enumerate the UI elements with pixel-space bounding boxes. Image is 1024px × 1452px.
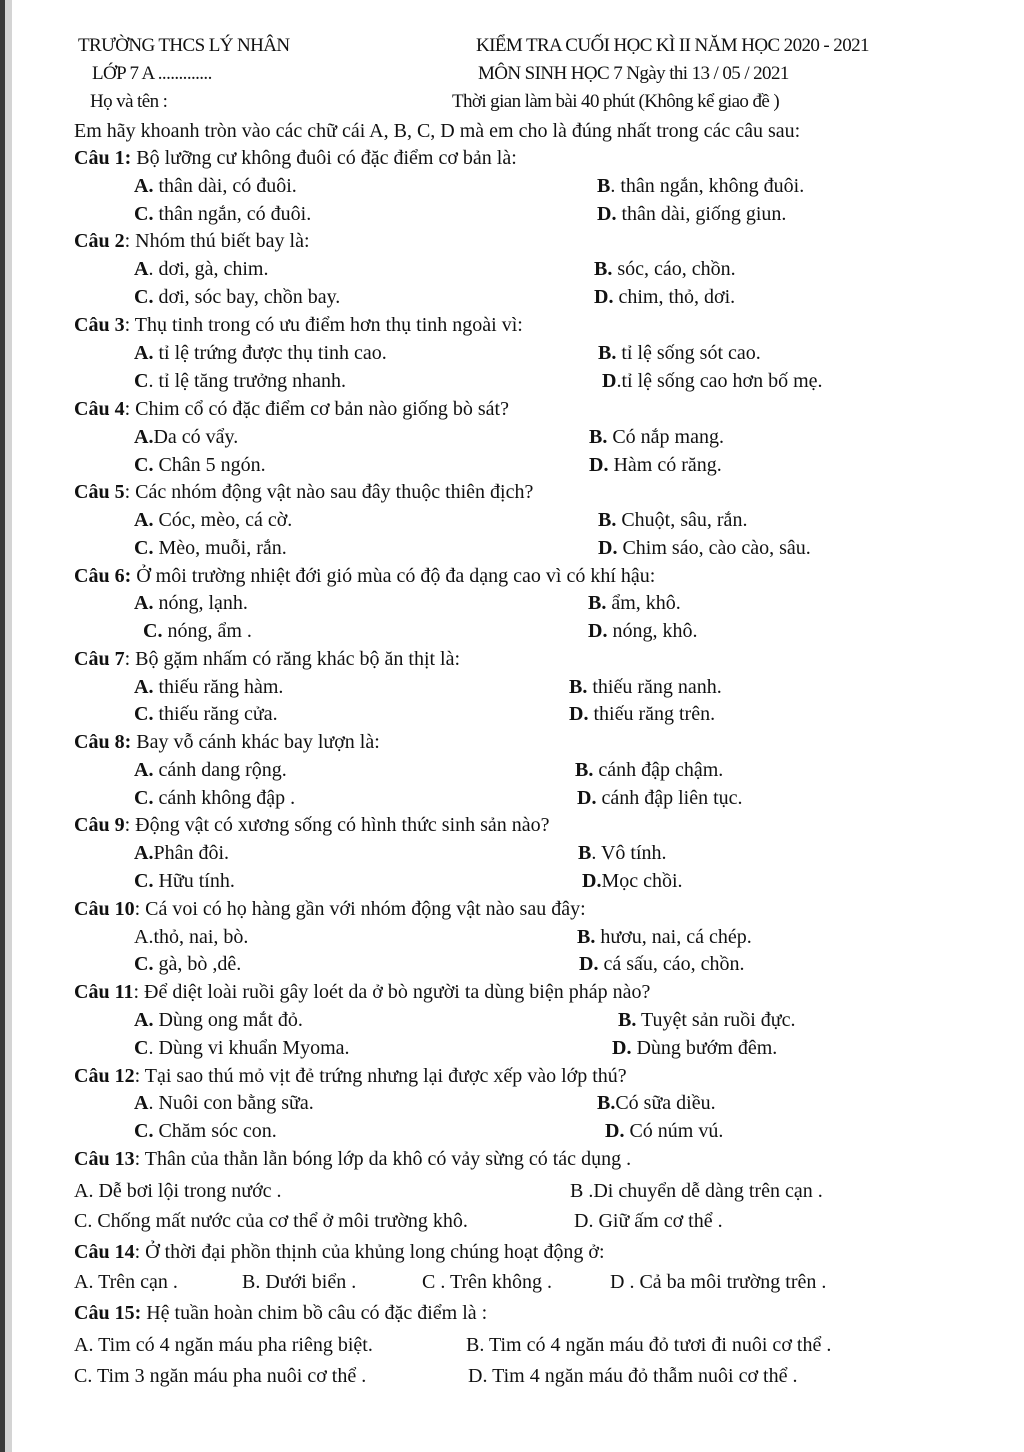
question-label: Câu 4: [74, 398, 125, 420]
question-label: Câu 11: [74, 981, 134, 1003]
question-text: Bộ lưỡng cư không đuôi có đặc điểm cơ bản là:: [131, 147, 517, 169]
option-text: Phân đôi.: [153, 842, 230, 864]
question-9: [74, 814, 550, 837]
question-text: : Cá voi có họ hàng gần với nhóm động vật nào sau đây:: [134, 898, 586, 920]
option-letter: B.: [598, 342, 617, 364]
option-letter: A.: [134, 426, 154, 448]
question-12: [74, 1065, 627, 1088]
question-13: [74, 1148, 631, 1171]
option-12c: [134, 1120, 277, 1143]
option-letter: B.: [618, 1009, 637, 1031]
option-letter: B: [578, 842, 592, 864]
option-text: tỉ lệ trứng được thụ tinh cao.: [153, 342, 387, 364]
question-label: Câu 7: [74, 648, 125, 670]
question-text: Hệ tuần hoàn chim bồ câu có đặc điểm là :: [141, 1302, 488, 1324]
option-6d: [588, 620, 697, 643]
option-9d: [582, 870, 683, 893]
option-7b: [569, 676, 722, 699]
option-letter: A.: [134, 342, 154, 364]
option-8d: [577, 787, 743, 810]
option-9c: [134, 870, 235, 893]
subject-date: MÔN SINH HỌC 7 Ngày thi 13 / 05 / 2021: [478, 63, 789, 84]
option-12d: [605, 1120, 723, 1143]
question-11: [74, 981, 650, 1004]
option-text: . thân ngắn, không đuôi.: [610, 175, 805, 197]
option-letter: B.: [588, 592, 607, 614]
option-15a: [74, 1334, 373, 1357]
option-9a: [134, 842, 229, 865]
option-9b: [578, 842, 667, 865]
option-text: D. Giữ ấm cơ thể .: [574, 1210, 723, 1232]
option-text: sóc, cáo, chồn.: [612, 258, 736, 280]
option-1b: [597, 175, 804, 198]
option-text: thiếu răng hàm.: [153, 676, 284, 698]
option-text: Chim sáo, cào cào, sâu.: [617, 537, 811, 559]
option-letter: A.: [134, 1009, 154, 1031]
option-5d: [598, 537, 811, 560]
question-label: Câu 15:: [74, 1302, 142, 1324]
question-label: Câu 2: [74, 230, 125, 252]
option-text: thiếu răng cửa.: [153, 703, 278, 725]
option-6a: [134, 592, 248, 615]
option-letter: B.: [575, 759, 594, 781]
option-text: cá sấu, cáo, chồn.: [598, 953, 745, 975]
option-text: Có nắp mang.: [607, 426, 724, 448]
option-letter: D.: [577, 787, 597, 809]
option-14c: [422, 1271, 552, 1294]
option-7a: [134, 676, 283, 699]
option-2d: [594, 286, 735, 309]
option-letter: A.: [134, 592, 154, 614]
option-letter: D.: [598, 537, 618, 559]
option-text: Dùng ong mắt đỏ.: [153, 1009, 303, 1031]
option-text: A. Dễ bơi lội trong nước .: [74, 1180, 282, 1202]
question-label: Câu 9: [74, 814, 125, 836]
school-name: TRƯỜNG THCS LÝ NHÂN: [78, 35, 290, 56]
option-10b: [577, 926, 752, 949]
option-letter: D.: [589, 454, 609, 476]
option-letter: A.: [134, 509, 154, 531]
option-13a: [74, 1180, 282, 1203]
option-letter: D.: [605, 1120, 625, 1142]
option-letter: C.: [134, 537, 154, 559]
option-letter: C.: [134, 953, 154, 975]
option-text: . tỉ lệ tăng trưởng nhanh.: [148, 370, 346, 392]
option-letter: B.: [594, 258, 613, 280]
question-8: [74, 731, 380, 754]
option-text: Chuột, sâu, rắn.: [616, 509, 748, 531]
question-text: Bay vỗ cánh khác bay lượn là:: [131, 731, 380, 753]
exam-duration: Thời gian làm bài 40 phút (Không kể giao đề ): [452, 91, 780, 112]
option-15b: [466, 1334, 831, 1357]
question-text: : Ở thời đại phồn thịnh của khủng long chúng hoạt động ở:: [134, 1241, 605, 1263]
option-letter: C.: [134, 703, 154, 725]
option-text: A.thỏ, nai, bò.: [134, 926, 249, 948]
option-text: Tuyệt sản ruồi đực.: [636, 1009, 796, 1031]
option-letter: C: [134, 1037, 149, 1059]
option-letter: B: [597, 175, 611, 197]
option-8b: [575, 759, 723, 782]
option-text: ẩm, khô.: [606, 592, 681, 614]
question-10: [74, 898, 586, 921]
question-label: Câu 14: [74, 1241, 135, 1263]
question-text: Ở môi trường nhiệt đới gió mùa có độ đa dạng cao vì có khí hậu:: [131, 565, 656, 587]
option-11a: [134, 1009, 303, 1032]
option-text: dơi, sóc bay, chồn bay.: [153, 286, 341, 308]
option-15c: [74, 1365, 366, 1388]
option-text: hươu, nai, cá chép.: [595, 926, 752, 948]
option-13c: [74, 1210, 468, 1233]
option-text: . Dùng vi khuẩn Myoma.: [148, 1037, 350, 1059]
option-2b: [594, 258, 736, 281]
question-5: [74, 481, 533, 504]
option-1c: [134, 203, 311, 226]
option-letter: D.: [579, 953, 599, 975]
option-text: thân dài, giống giun.: [616, 203, 787, 225]
option-11d: [612, 1037, 777, 1060]
option-letter: B.: [598, 509, 617, 531]
question-7: [74, 648, 460, 671]
question-6: [74, 565, 655, 588]
option-letter: A.: [134, 175, 154, 197]
option-10d: [579, 953, 745, 976]
option-13d: [574, 1210, 723, 1233]
option-letter: D.: [612, 1037, 632, 1059]
question-label: Câu 10: [74, 898, 135, 920]
option-letter: A.: [134, 676, 154, 698]
option-text: Chăm sóc con.: [153, 1120, 277, 1142]
option-text: cánh dang rộng.: [153, 759, 287, 781]
question-4: [74, 398, 509, 421]
option-text: D. Tim 4 ngăn máu đỏ thẫm nuôi cơ thể .: [468, 1365, 798, 1387]
question-text: : Nhóm thú biết bay là:: [124, 230, 310, 252]
option-letter: D: [602, 370, 617, 392]
option-letter: C: [134, 370, 149, 392]
option-6c: [143, 620, 252, 643]
option-2a: [134, 258, 268, 281]
option-text: C . Trên không .: [422, 1271, 553, 1293]
option-text: Chân 5 ngón.: [153, 454, 266, 476]
option-letter: C.: [134, 203, 154, 225]
option-1d: [597, 203, 786, 226]
option-text: thân ngắn, có đuôi.: [153, 203, 312, 225]
option-3b: [598, 342, 761, 365]
option-letter: C.: [134, 787, 154, 809]
option-text: Dùng bướm đêm.: [631, 1037, 778, 1059]
option-text: Hàm có răng.: [608, 454, 722, 476]
option-letter: C.: [134, 454, 154, 476]
option-3a: [134, 342, 387, 365]
option-1a: [134, 175, 297, 198]
option-text: Có núm vú.: [624, 1120, 724, 1142]
option-text: cánh đập chậm.: [593, 759, 724, 781]
question-2: [74, 230, 310, 253]
option-text: . dơi, gà, chim.: [148, 258, 269, 280]
question-text: : Để diệt loài ruồi gây loét da ở bò người ta dùng biện pháp nào?: [133, 981, 651, 1003]
question-15: [74, 1302, 487, 1325]
option-letter: C.: [134, 870, 154, 892]
question-text: : Bộ gặm nhấm có răng khác bộ ăn thịt là:: [124, 648, 461, 670]
option-6b: [588, 592, 681, 615]
option-letter: D.: [569, 703, 589, 725]
option-4d: [589, 454, 722, 477]
option-11c: [134, 1037, 350, 1060]
option-text: C. Chống mất nước của cơ thể ở môi trường khô.: [74, 1210, 468, 1232]
question-text: : Chim cổ có đặc điểm cơ bản nào giống bò sát?: [124, 398, 509, 420]
option-text: A. Trên cạn .: [74, 1271, 178, 1293]
question-text: : Thụ tinh trong có ưu điểm hơn thụ tinh ngoài vì:: [124, 314, 523, 336]
option-letter: A.: [134, 842, 154, 864]
option-text: D . Cả ba môi trường trên .: [610, 1271, 827, 1293]
option-11b: [618, 1009, 796, 1032]
option-text: cánh đập liên tục.: [596, 787, 743, 809]
option-text: B. Dưới biển .: [242, 1271, 357, 1293]
option-letter: B.: [597, 1092, 616, 1114]
option-text: Có sữa diều.: [615, 1092, 716, 1114]
question-text: : Tại sao thú mỏ vịt đẻ trứng nhưng lại được xếp vào lớp thú?: [134, 1065, 627, 1087]
option-13b: [570, 1180, 823, 1203]
option-letter: D.: [582, 870, 602, 892]
option-text: Cóc, mèo, cá cờ.: [153, 509, 293, 531]
option-text: Mèo, muỗi, rắn.: [153, 537, 287, 559]
option-5c: [134, 537, 287, 560]
option-letter: A.: [134, 759, 154, 781]
option-text: .tỉ lệ sống cao hơn bố mẹ.: [616, 370, 823, 392]
option-text: thiếu răng nanh.: [587, 676, 722, 698]
question-14: [74, 1241, 605, 1264]
option-text: Mọc chồi.: [601, 870, 683, 892]
option-2c: [134, 286, 340, 309]
option-text: thân dài, có đuôi.: [153, 175, 297, 197]
option-letter: B.: [569, 676, 588, 698]
option-3c: [134, 370, 346, 393]
option-text: cánh không đập .: [153, 787, 296, 809]
option-5b: [598, 509, 747, 532]
option-text: nóng, ẩm .: [162, 620, 252, 642]
option-letter: B.: [589, 426, 608, 448]
option-8a: [134, 759, 287, 782]
option-text: chim, thỏ, dơi.: [613, 286, 736, 308]
question-label: Câu 6:: [74, 565, 132, 587]
option-text: B .Di chuyển dễ dàng trên cạn .: [570, 1180, 823, 1202]
option-text: Da có vẩy.: [153, 426, 239, 448]
option-text: nóng, khô.: [607, 620, 698, 642]
option-text: tỉ lệ sống sót cao.: [616, 342, 761, 364]
question-label: Câu 8:: [74, 731, 132, 753]
page-left-shadow: [5, 0, 12, 1452]
question-label: Câu 12: [74, 1065, 135, 1087]
option-text: A. Tim có 4 ngăn máu pha riêng biệt.: [74, 1334, 373, 1356]
option-4a: [134, 426, 238, 449]
option-letter: A: [134, 258, 149, 280]
option-text: . Vô tính.: [591, 842, 667, 864]
option-letter: D.: [597, 203, 617, 225]
option-letter: D.: [588, 620, 608, 642]
option-12a: [134, 1092, 314, 1115]
option-14d: [610, 1271, 826, 1294]
question-text: : Động vật có xương sống có hình thức sinh sản nào?: [124, 814, 550, 836]
option-text: Hữu tính.: [153, 870, 235, 892]
option-3d: [602, 370, 823, 393]
option-text: . Nuôi con bằng sữa.: [148, 1092, 314, 1114]
option-text: nóng, lạnh.: [153, 592, 248, 614]
option-text: thiếu răng trên.: [588, 703, 716, 725]
option-letter: C.: [143, 620, 163, 642]
question-label: Câu 5: [74, 481, 125, 503]
class-line: LỚP 7 A .............: [92, 63, 212, 84]
option-4c: [134, 454, 266, 477]
option-5a: [134, 509, 292, 532]
option-8c: [134, 787, 295, 810]
question-1: [74, 147, 517, 170]
option-15d: [468, 1365, 797, 1388]
option-text: C. Tim 3 ngăn máu pha nuôi cơ thể .: [74, 1365, 367, 1387]
question-label: Câu 3: [74, 314, 125, 336]
option-7c: [134, 703, 278, 726]
option-4b: [589, 426, 724, 449]
option-10a: [134, 926, 248, 949]
option-14b: [242, 1271, 356, 1294]
option-letter: D.: [594, 286, 614, 308]
option-14a: [74, 1271, 178, 1294]
student-name-line: Họ và tên :: [90, 91, 168, 112]
option-letter: C.: [134, 286, 154, 308]
question-text: : Thân của thằn lằn bóng lớp da khô có vảy sừng có tác dụng .: [134, 1148, 632, 1170]
option-12b: [597, 1092, 716, 1115]
question-label: Câu 1:: [74, 147, 132, 169]
question-label: Câu 13: [74, 1148, 135, 1170]
question-3: [74, 314, 523, 337]
exam-title: KIỂM TRA CUỐI HỌC KÌ II NĂM HỌC 2020 - 2021: [476, 35, 869, 56]
option-letter: C.: [134, 1120, 154, 1142]
option-text: gà, bò ,dê.: [153, 953, 242, 975]
option-text: B. Tim có 4 ngăn máu đỏ tươi đi nuôi cơ thể .: [466, 1334, 832, 1356]
option-7d: [569, 703, 715, 726]
option-letter: A: [134, 1092, 149, 1114]
question-text: : Các nhóm động vật nào sau đây thuộc thiên địch?: [124, 481, 534, 503]
option-letter: B.: [577, 926, 596, 948]
option-10c: [134, 953, 241, 976]
instruction-line: Em hãy khoanh tròn vào các chữ cái A, B, C, D mà em cho là đúng nhất trong các câu sau:: [74, 120, 801, 142]
